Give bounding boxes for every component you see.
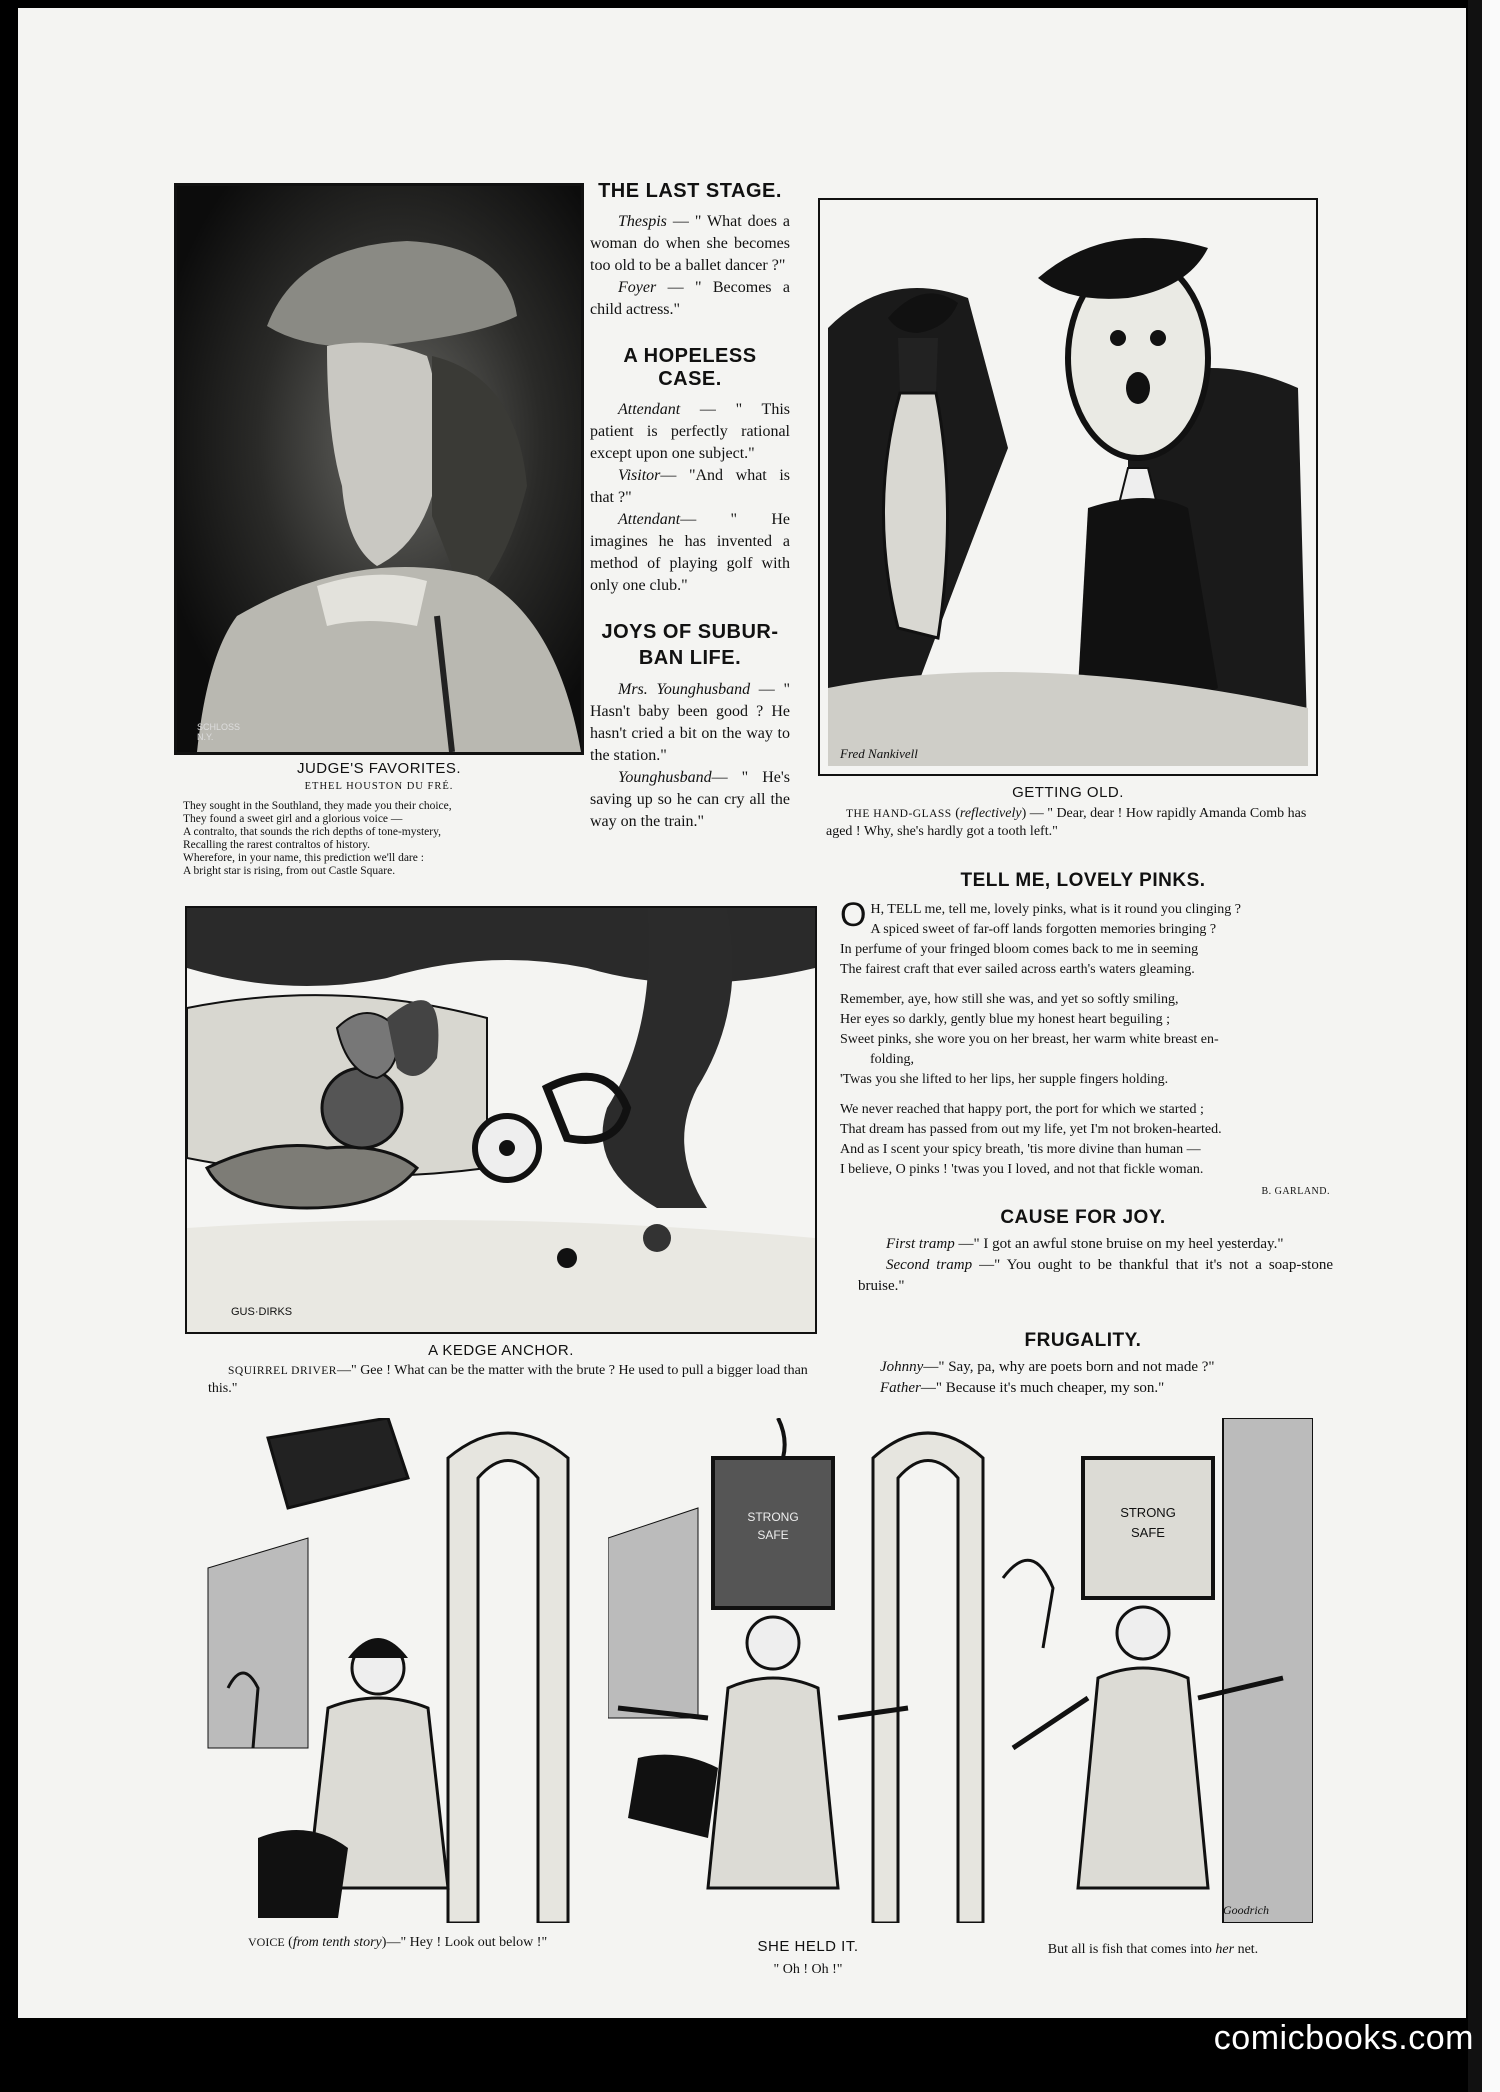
poem-author: B. GARLAND. [1261,1186,1330,1197]
getting-old-title: GETTING OLD. [1012,784,1124,801]
frugality-heading: FRUGALITY. [1024,1330,1142,1351]
cause-joy-heading: CAUSE FOR JOY. [1000,1207,1166,1228]
cartoonist-signature: Goodrich [1223,1903,1269,1917]
safe-label: STRONG SAFE [1120,1505,1176,1540]
comic-panel-1 [198,1418,618,1923]
comic-title: SHE HELD IT. [757,1938,859,1955]
cartoonist-signature: GUS·DIRKS [231,1306,293,1318]
magazine-page [18,8,1466,2018]
suburban-heading: JOYS OF SUBUR- BAN LIFE. [601,621,779,669]
woman-safe-falling-illustration [198,1418,618,1923]
last-stage-body: Thespis — " What does a woman do when she becomes too old to be a ballet dancer ?" Foyer — " Becomes a child actress." [590,213,790,318]
hand-glass-illustration [828,208,1308,766]
hopeless-body: Attendant — " This patient is perfectly rational except upon one subject." Visitor— "And what is that ?" Attendant— " He imagines he has invented a method of playing golf with only one club." [590,401,790,594]
judges-name: ETHEL HOUSTON DU FRÉ. [304,781,454,792]
judges-verse: They sought in the Southland, they made you their choice, They found a sweet girl and a glorious voice — A contralto, that sounds the rich depths of tone-mystery, Recalling the rarest contraltos of history. Wherefore, in your name, this prediction we'll dare : A bright star is rising, from out Castle Square. [183,800,452,877]
last-stage-heading: THE LAST STAGE. [598,180,782,202]
pinks-heading: TELL ME, LOVELY PINKS. [960,870,1206,891]
suburban-body: Mrs. Younghusband — " Hasn't baby been good ? He hasn't cried a bit on the way to the station." Younghusband— " He's saving up so he can cry all the way on the train." [590,681,791,830]
panel-2-caption: " Oh ! Oh !" [773,1962,843,1977]
page-spine [1468,0,1482,2092]
girl-profile-illustration [177,186,581,752]
site-watermark: comicbooks.com [1213,2019,1474,2057]
pinks-poem: O H, TELL me, tell me, lovely pinks, what is it round you clinging ? A spiced sweet of far-off lands forgotten memories bringing ? In perfume of your fringed bloom comes back to me in seeming The fairest craft that ever sailed across earth's waters gleaming. Remember, aye, how still she was, and yet so softly smiling, Her eyes so darkly, gently blue my honest heart beguiling ; Sweet pinks, she wore you on her breast, her warm white breast en- folding, 'Twas you she lifted to her lips, her supple fingers holding. We never reached that happy port, the port for which we started ; That dream has passed from out my life, yet I'm not broken-hearted. And as I scent your spicy breath, 'tis more divine than human — I believe, O pinks ! 'twas you I loved, and not that fickle woman. B. GARLAND. [840,900,1330,1202]
hopeless-heading: A HOPELESS CASE. [623,345,757,390]
getting-old-cartoon [818,198,1318,776]
safe-label: STRONG SAFE [747,1510,799,1542]
cartoonist-signature: Fred Nankivell [840,746,918,761]
portrait-photo [174,183,584,755]
woman-holding-safe-illustration [608,1418,1028,1923]
squirrel-turtle-illustration [187,908,815,1332]
comic-panel-2 [608,1418,1028,1923]
frugality-body: Johnny—" Say, pa, why are poets born and not made ?" Father—" Because it's much cheaper, my son." [880,1359,1215,1396]
middle-column [590,180,790,833]
getting-old-caption: THE HAND-GLASS (reflectively) — " Dear, dear ! How rapidly Amanda Comb has aged ! Why, she's hardly got a tooth left." [826,806,1307,839]
woman-balancing-safe-illustration [993,1418,1313,1923]
facing-page-edge [1482,0,1500,2092]
judges-title: JUDGE'S FAVORITES. [296,760,462,777]
panel-3-caption: But all is fish that comes into her net. [1047,1942,1259,1957]
kedge-caption: SQUIRREL DRIVER—" Gee ! What can be the matter with the brute ? He used to pull a bigger load than this." [208,1363,808,1396]
photographer-signature: SCHLOSS N.Y. [197,722,241,742]
kedge-title: A KEDGE ANCHOR. [428,1342,574,1359]
drop-cap: O [840,896,867,934]
cause-joy-body: First tramp —" I got an awful stone bruise on my heel yesterday." Second tramp —" You ought to be thankful that it's not a soap-stone bruise." [858,1236,1333,1294]
comic-panel-3 [993,1418,1413,1923]
kedge-anchor-cartoon [185,906,817,1334]
panel-1-caption: VOICE (from tenth story)—" Hey ! Look out below !" [248,1935,548,1950]
